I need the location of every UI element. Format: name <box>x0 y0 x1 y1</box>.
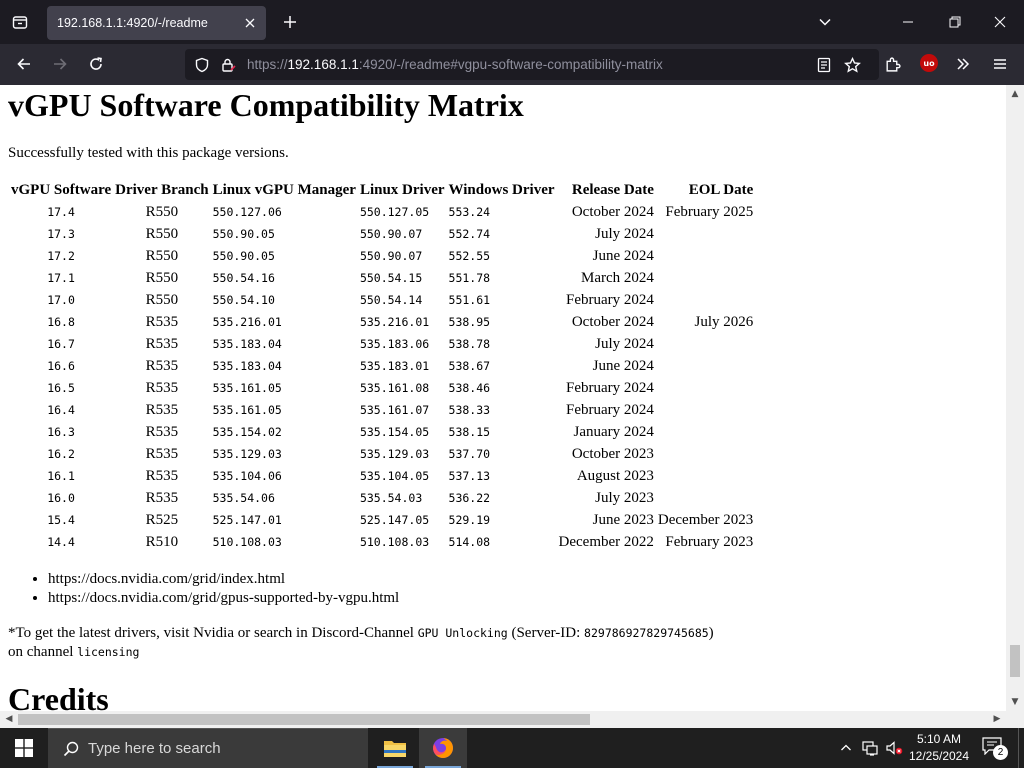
cell-vgpu-software: 17.2 <box>47 249 75 263</box>
note-text: *To get the latest drivers, visit Nvidia or search in Discord-Channel <box>8 625 418 641</box>
cell-eol-date <box>657 290 754 310</box>
cell-windows-driver: 553.24 <box>448 205 491 219</box>
cell-driver-branch: R535 <box>145 467 179 484</box>
doc-link[interactable]: https://docs.nvidia.com/grid/gpus-supported-by-vgpu.html <box>48 590 400 606</box>
hamburger-menu-icon[interactable] <box>987 51 1013 77</box>
table-row <box>10 268 754 288</box>
minimize-icon[interactable] <box>894 8 922 36</box>
cell-driver-branch: R535 <box>145 379 179 396</box>
cell-linux-vgpu-manager: 550.54.10 <box>212 293 275 307</box>
cell-vgpu-software: 15.4 <box>47 513 75 527</box>
cell-driver-branch: R550 <box>145 225 179 242</box>
cell-vgpu-software: 17.0 <box>47 293 75 307</box>
cell-release-date: June 2024 <box>592 357 654 374</box>
cell-linux-vgpu-manager: 550.90.05 <box>212 249 275 263</box>
cell-linux-vgpu-manager: 550.54.16 <box>212 271 275 285</box>
cell-windows-driver: 538.95 <box>448 315 491 329</box>
cell-release-date: June 2024 <box>592 247 654 264</box>
cell-linux-vgpu-manager: 535.183.04 <box>212 359 282 373</box>
cell-eol-date <box>657 334 754 354</box>
cell-linux-vgpu-manager: 535.161.05 <box>212 381 282 395</box>
cell-windows-driver: 537.13 <box>448 469 491 483</box>
scrollbar-thumb[interactable] <box>1010 645 1020 677</box>
cell-windows-driver: 538.67 <box>448 359 491 373</box>
column-header: Driver Branch <box>115 182 209 198</box>
column-header: Windows Driver <box>448 182 555 198</box>
note-text: (Server-ID: <box>507 625 585 641</box>
doc-link[interactable]: https://docs.nvidia.com/grid/index.html <box>48 571 286 587</box>
file-explorer-icon[interactable] <box>371 728 419 768</box>
cell-vgpu-software: 16.7 <box>47 337 75 351</box>
cell-vgpu-software: 17.3 <box>47 227 75 241</box>
cell-linux-driver: 550.90.07 <box>359 227 423 241</box>
column-header: Linux Driver <box>359 182 445 198</box>
cell-linux-driver: 550.54.14 <box>359 293 423 307</box>
column-header: Linux vGPU Manager <box>212 182 356 198</box>
url-path: :4920/-/readme#vgpu-software-compatibility-matrix <box>358 57 663 72</box>
cell-vgpu-software: 16.1 <box>47 469 75 483</box>
cell-driver-branch: R535 <box>145 357 179 374</box>
table-row <box>10 466 754 486</box>
cell-eol-date <box>657 268 754 288</box>
cell-driver-branch: R550 <box>145 291 179 308</box>
cell-driver-branch: R550 <box>145 203 179 220</box>
cell-linux-driver: 535.183.06 <box>359 337 430 351</box>
cell-vgpu-software: 16.6 <box>47 359 75 373</box>
cell-windows-driver: 538.15 <box>448 425 491 439</box>
column-header: vGPU Software <box>11 182 112 198</box>
cell-eol-date <box>657 246 754 266</box>
cell-eol-date <box>657 378 754 398</box>
tab-title: 192.168.1.1:4920/-/readme <box>57 16 208 30</box>
cell-linux-driver: 550.127.05 <box>359 205 430 219</box>
scroll-up-icon[interactable]: ▲ <box>1011 89 1019 99</box>
tab-list-icon[interactable] <box>8 10 32 34</box>
cell-linux-vgpu-manager: 525.147.01 <box>212 513 282 527</box>
cell-driver-branch: R535 <box>145 313 179 330</box>
cell-eol-date <box>657 400 754 420</box>
cell-driver-branch: R535 <box>145 335 179 352</box>
cell-linux-driver: 525.147.05 <box>359 513 430 527</box>
cell-windows-driver: 536.22 <box>448 491 491 505</box>
cell-vgpu-software: 16.0 <box>47 491 75 505</box>
compatibility-table <box>8 179 756 554</box>
cell-release-date: October 2023 <box>571 445 654 462</box>
table-row <box>10 312 754 332</box>
cell-eol-date <box>657 224 754 244</box>
show-desktop-button[interactable] <box>1018 728 1024 768</box>
scrollbar-thumb[interactable] <box>18 714 590 725</box>
cell-driver-branch: R535 <box>145 445 179 462</box>
cell-windows-driver: 538.46 <box>448 381 491 395</box>
cell-release-date: July 2024 <box>595 335 654 352</box>
vertical-scrollbar[interactable] <box>1006 85 1024 711</box>
cell-linux-vgpu-manager: 535.129.03 <box>212 447 282 461</box>
scroll-left-icon[interactable]: ◀ <box>5 714 13 724</box>
windows-taskbar <box>0 728 1024 768</box>
close-icon[interactable] <box>242 15 258 31</box>
cell-release-date: October 2024 <box>571 313 654 330</box>
cell-linux-driver: 535.129.03 <box>359 447 430 461</box>
cell-windows-driver: 552.74 <box>448 227 491 241</box>
scroll-down-icon[interactable]: ▼ <box>1011 697 1019 707</box>
cell-release-date: June 2023 <box>592 511 654 528</box>
cell-eol-date <box>657 488 754 508</box>
cell-linux-vgpu-manager: 535.161.05 <box>212 403 282 417</box>
lock-warning-icon[interactable] <box>219 56 237 74</box>
taskbar-search-box[interactable] <box>48 728 368 768</box>
shield-icon[interactable] <box>193 56 211 74</box>
double-chevron-right-icon[interactable] <box>950 51 976 77</box>
cell-linux-vgpu-manager: 510.108.03 <box>212 535 282 549</box>
table-row <box>10 422 754 442</box>
table-row <box>10 378 754 398</box>
cell-release-date: February 2024 <box>566 401 654 418</box>
table-row <box>10 510 754 530</box>
table-row <box>10 488 754 508</box>
cell-release-date: July 2024 <box>595 225 654 242</box>
cell-windows-driver: 529.19 <box>448 513 491 527</box>
notification-count-badge: 2 <box>993 745 1008 760</box>
cell-linux-vgpu-manager: 550.127.06 <box>212 205 282 219</box>
note-code: GPU Unlocking <box>417 626 508 640</box>
cell-eol-date <box>657 444 754 464</box>
cell-windows-driver: 537.70 <box>448 447 491 461</box>
cell-driver-branch: R535 <box>145 489 179 506</box>
scroll-right-icon[interactable]: ▶ <box>993 714 1001 724</box>
windows-start-icon[interactable] <box>0 728 48 768</box>
column-header: EOL Date <box>688 182 754 198</box>
url-bar[interactable] <box>185 49 879 80</box>
cell-windows-driver: 514.08 <box>448 535 491 549</box>
reload-icon[interactable] <box>83 51 109 77</box>
cell-linux-driver: 535.161.08 <box>359 381 430 395</box>
cell-linux-vgpu-manager: 535.216.01 <box>212 315 282 329</box>
cell-eol-date: July 2026 <box>694 313 754 330</box>
table-row <box>10 246 754 266</box>
cell-eol-date <box>657 422 754 442</box>
note-text: on channel <box>8 644 78 660</box>
url-text[interactable] <box>247 57 663 72</box>
cell-vgpu-software: 17.4 <box>47 205 75 219</box>
ublock-origin-icon[interactable]: uo <box>920 54 938 72</box>
firefox-icon[interactable] <box>419 728 467 768</box>
reader-view-icon[interactable] <box>815 56 833 74</box>
list-item <box>48 571 399 588</box>
notification-icon[interactable] <box>982 737 1006 759</box>
table-row <box>10 334 754 354</box>
url-host: 192.168.1.1 <box>287 57 359 72</box>
cell-driver-branch: R510 <box>145 533 179 550</box>
url-scheme: https:// <box>247 57 288 72</box>
cell-linux-vgpu-manager: 550.90.05 <box>212 227 275 241</box>
cell-linux-driver: 535.54.03 <box>359 491 423 505</box>
chevron-up-icon[interactable] <box>836 738 856 758</box>
cell-release-date: March 2024 <box>581 269 654 286</box>
table-row <box>10 224 754 244</box>
cell-linux-driver: 510.108.03 <box>359 535 430 549</box>
arrow-left-icon[interactable] <box>11 51 37 77</box>
cell-release-date: July 2023 <box>595 489 654 506</box>
cell-linux-driver: 535.104.05 <box>359 469 430 483</box>
network-icon[interactable] <box>860 738 880 758</box>
table-row <box>10 400 754 420</box>
cell-vgpu-software: 17.1 <box>47 271 75 285</box>
cell-linux-vgpu-manager: 535.183.04 <box>212 337 282 351</box>
cell-release-date: January 2024 <box>573 423 654 440</box>
cell-vgpu-software: 16.3 <box>47 425 75 439</box>
note-text: ) <box>708 625 714 641</box>
table-row <box>10 356 754 376</box>
puzzle-icon[interactable] <box>879 51 905 77</box>
search-placeholder: Type here to search <box>88 740 221 757</box>
cell-release-date: February 2024 <box>566 291 654 308</box>
table-body <box>10 202 754 552</box>
close-window-icon[interactable] <box>986 8 1014 36</box>
table-header-row <box>10 181 754 200</box>
cell-release-date: August 2023 <box>576 467 654 484</box>
table-row <box>10 532 754 552</box>
clock-time: 5:10 AM <box>916 732 962 746</box>
clock-date: 12/25/2024 <box>908 749 970 763</box>
tab-readme[interactable] <box>47 6 266 40</box>
credits-heading: Credits <box>8 681 109 711</box>
cell-driver-branch: R550 <box>145 247 179 264</box>
horizontal-scrollbar[interactable] <box>0 711 1006 728</box>
cell-linux-vgpu-manager: 535.54.06 <box>212 491 275 505</box>
tab-strip <box>0 0 1024 44</box>
cell-linux-driver: 535.216.01 <box>359 315 430 329</box>
reference-links <box>48 571 399 609</box>
page-title: vGPU Software Compatibility Matrix <box>8 87 524 123</box>
cell-linux-vgpu-manager: 535.154.02 <box>212 425 282 439</box>
arrow-right-icon[interactable] <box>47 51 73 77</box>
intro-text: Successfully tested with this package versions. <box>8 145 289 161</box>
cell-linux-driver: 535.154.05 <box>359 425 430 439</box>
star-icon[interactable] <box>843 56 861 74</box>
cell-eol-date: December 2023 <box>657 511 754 528</box>
cell-linux-driver: 535.161.07 <box>359 403 430 417</box>
cell-linux-vgpu-manager: 535.104.06 <box>212 469 282 483</box>
table-row <box>10 444 754 464</box>
cell-driver-branch: R535 <box>145 401 179 418</box>
cell-eol-date: February 2025 <box>665 203 754 220</box>
cell-vgpu-software: 14.4 <box>47 535 75 549</box>
driver-note <box>8 624 714 662</box>
table-row <box>10 202 754 222</box>
list-item <box>48 590 399 607</box>
column-header: Release Date <box>571 182 654 198</box>
table-row <box>10 290 754 310</box>
cell-vgpu-software: 16.5 <box>47 381 75 395</box>
cell-linux-driver: 535.183.01 <box>359 359 430 373</box>
page-content <box>0 85 1006 711</box>
restore-icon[interactable] <box>941 8 969 36</box>
cell-vgpu-software: 16.4 <box>47 403 75 417</box>
cell-windows-driver: 538.33 <box>448 403 491 417</box>
plus-icon[interactable] <box>279 11 301 33</box>
cell-windows-driver: 551.78 <box>448 271 491 285</box>
note-code: 829786927829745685 <box>584 626 709 640</box>
cell-eol-date <box>657 356 754 376</box>
cell-windows-driver: 552.55 <box>448 249 491 263</box>
cell-release-date: December 2022 <box>558 533 654 550</box>
cell-eol-date <box>657 466 754 486</box>
cell-release-date: October 2024 <box>571 203 654 220</box>
search-icon <box>62 740 80 758</box>
cell-driver-branch: R535 <box>145 423 179 440</box>
cell-linux-driver: 550.54.15 <box>359 271 423 285</box>
cell-eol-date: February 2023 <box>665 533 754 550</box>
cell-windows-driver: 538.78 <box>448 337 491 351</box>
navigation-toolbar <box>0 44 1024 85</box>
system-clock[interactable] <box>900 731 978 765</box>
cell-vgpu-software: 16.2 <box>47 447 75 461</box>
scrollbar-corner <box>1006 711 1024 728</box>
cell-windows-driver: 551.61 <box>448 293 491 307</box>
cell-linux-driver: 550.90.07 <box>359 249 423 263</box>
note-code: licensing <box>77 645 140 659</box>
cell-driver-branch: R550 <box>145 269 179 286</box>
cell-vgpu-software: 16.8 <box>47 315 75 329</box>
cell-driver-branch: R525 <box>145 511 179 528</box>
chevron-down-icon[interactable] <box>811 8 839 36</box>
cell-release-date: February 2024 <box>566 379 654 396</box>
